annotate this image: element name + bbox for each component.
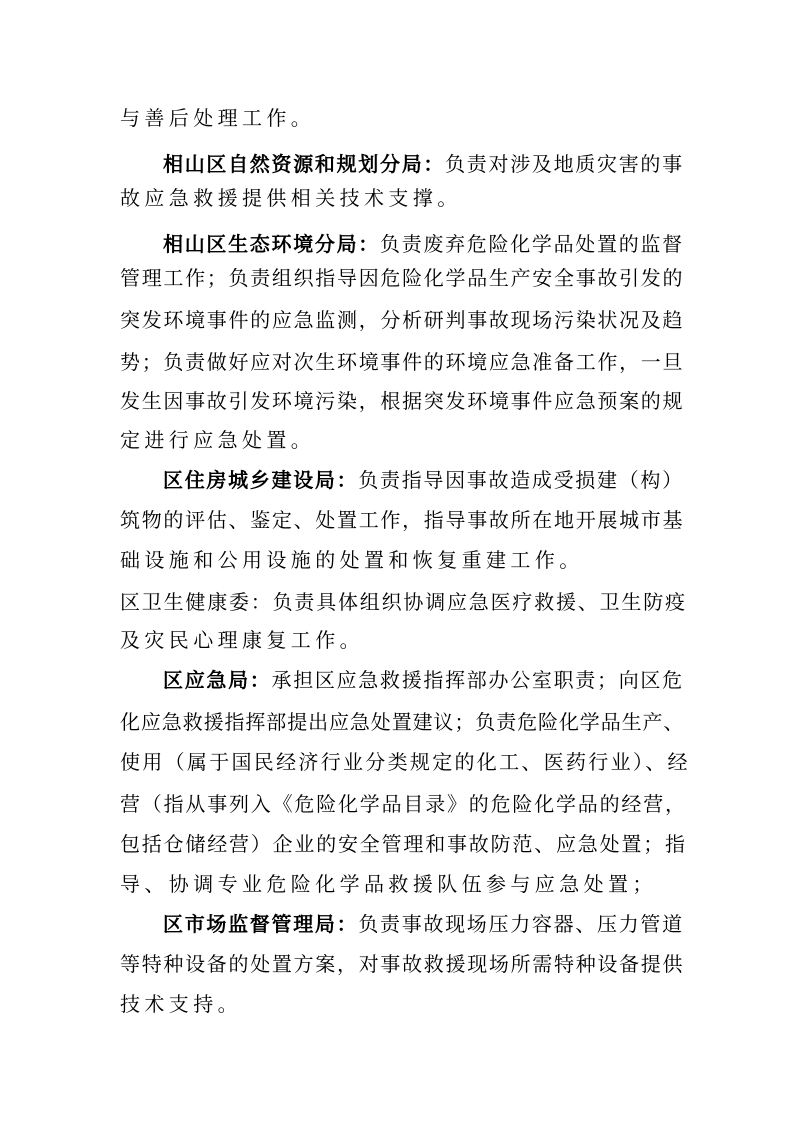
dept-heading: 相山区自然资源和规划分局： [163, 152, 446, 176]
text-line: 与善后处理工作。 [120, 106, 316, 130]
dept-heading: 相山区生态环境分局： [163, 232, 380, 256]
paragraph-ecology-environment: 相山区生态环境分局：负责废弃危险化学品处置的监督 [163, 232, 684, 256]
text-line: 管理工作；负责组织指导因危险化学品生产安全事故引发的 [120, 266, 685, 290]
text-line: 筑物的评估、鉴定、处置工作，指导事故所在地开展城市基 [120, 508, 685, 532]
text-line: 包括仓储经营）企业的安全管理和事故防范、应急处置；指 [120, 832, 687, 856]
paragraph-market-supervision: 区市场监督管理局：负责事故现场压力容器、压力管道 [163, 912, 684, 936]
text-line: 使用（属于国民经济行业分类规定的化工、医药行业）、经 [120, 750, 690, 774]
text-line: 定进行应急处置。 [120, 428, 316, 452]
text-line: 础设施和公用设施的处置和恢复重建工作。 [120, 548, 584, 572]
text-line: 导、协调专业危险化学品救援队伍参与应急处置； [120, 872, 657, 896]
dept-heading: 区应急局： [163, 668, 272, 692]
paragraph-housing-construction: 区住房城乡建设局：负责指导因事故造成受损建（构） [163, 468, 684, 492]
paragraph-health-commission: 区卫生健康委：负责具体组织协调应急医疗救援、卫生防疫 [120, 590, 687, 614]
text-line: 故应急救援提供相关技术支撑。 [120, 186, 462, 210]
text-line: 及灾民心理康复工作。 [120, 628, 364, 652]
dept-heading: 区住房城乡建设局： [163, 468, 359, 492]
text-line: 技术支持。 [120, 992, 242, 1016]
text-line: 营（指从事列入《危险化学品目录》的危险化学品的经营， [120, 792, 687, 816]
paragraph-natural-resources: 相山区自然资源和规划分局：负责对涉及地质灾害的事 [163, 152, 684, 176]
text-line: 势；负责做好应对次生环境事件的环境应急准备工作，一旦 [120, 350, 685, 374]
paragraph-emergency-bureau: 区应急局：承担区应急救援指挥部办公室职责；向区危 [163, 668, 684, 692]
text-line: 突发环境事件的应急监测，分析研判事故现场污染状况及趋 [120, 308, 685, 332]
dept-heading: 区市场监督管理局： [163, 912, 359, 936]
text-line: 发生因事故引发环境污染，根据突发环境事件应急预案的规 [120, 389, 685, 413]
text-line: 等特种设备的处置方案，对事故救援现场所需特种设备提供 [120, 952, 685, 976]
text-line: 化应急救援指挥部提出应急处置建议；负责危险化学品生产、 [120, 710, 685, 734]
